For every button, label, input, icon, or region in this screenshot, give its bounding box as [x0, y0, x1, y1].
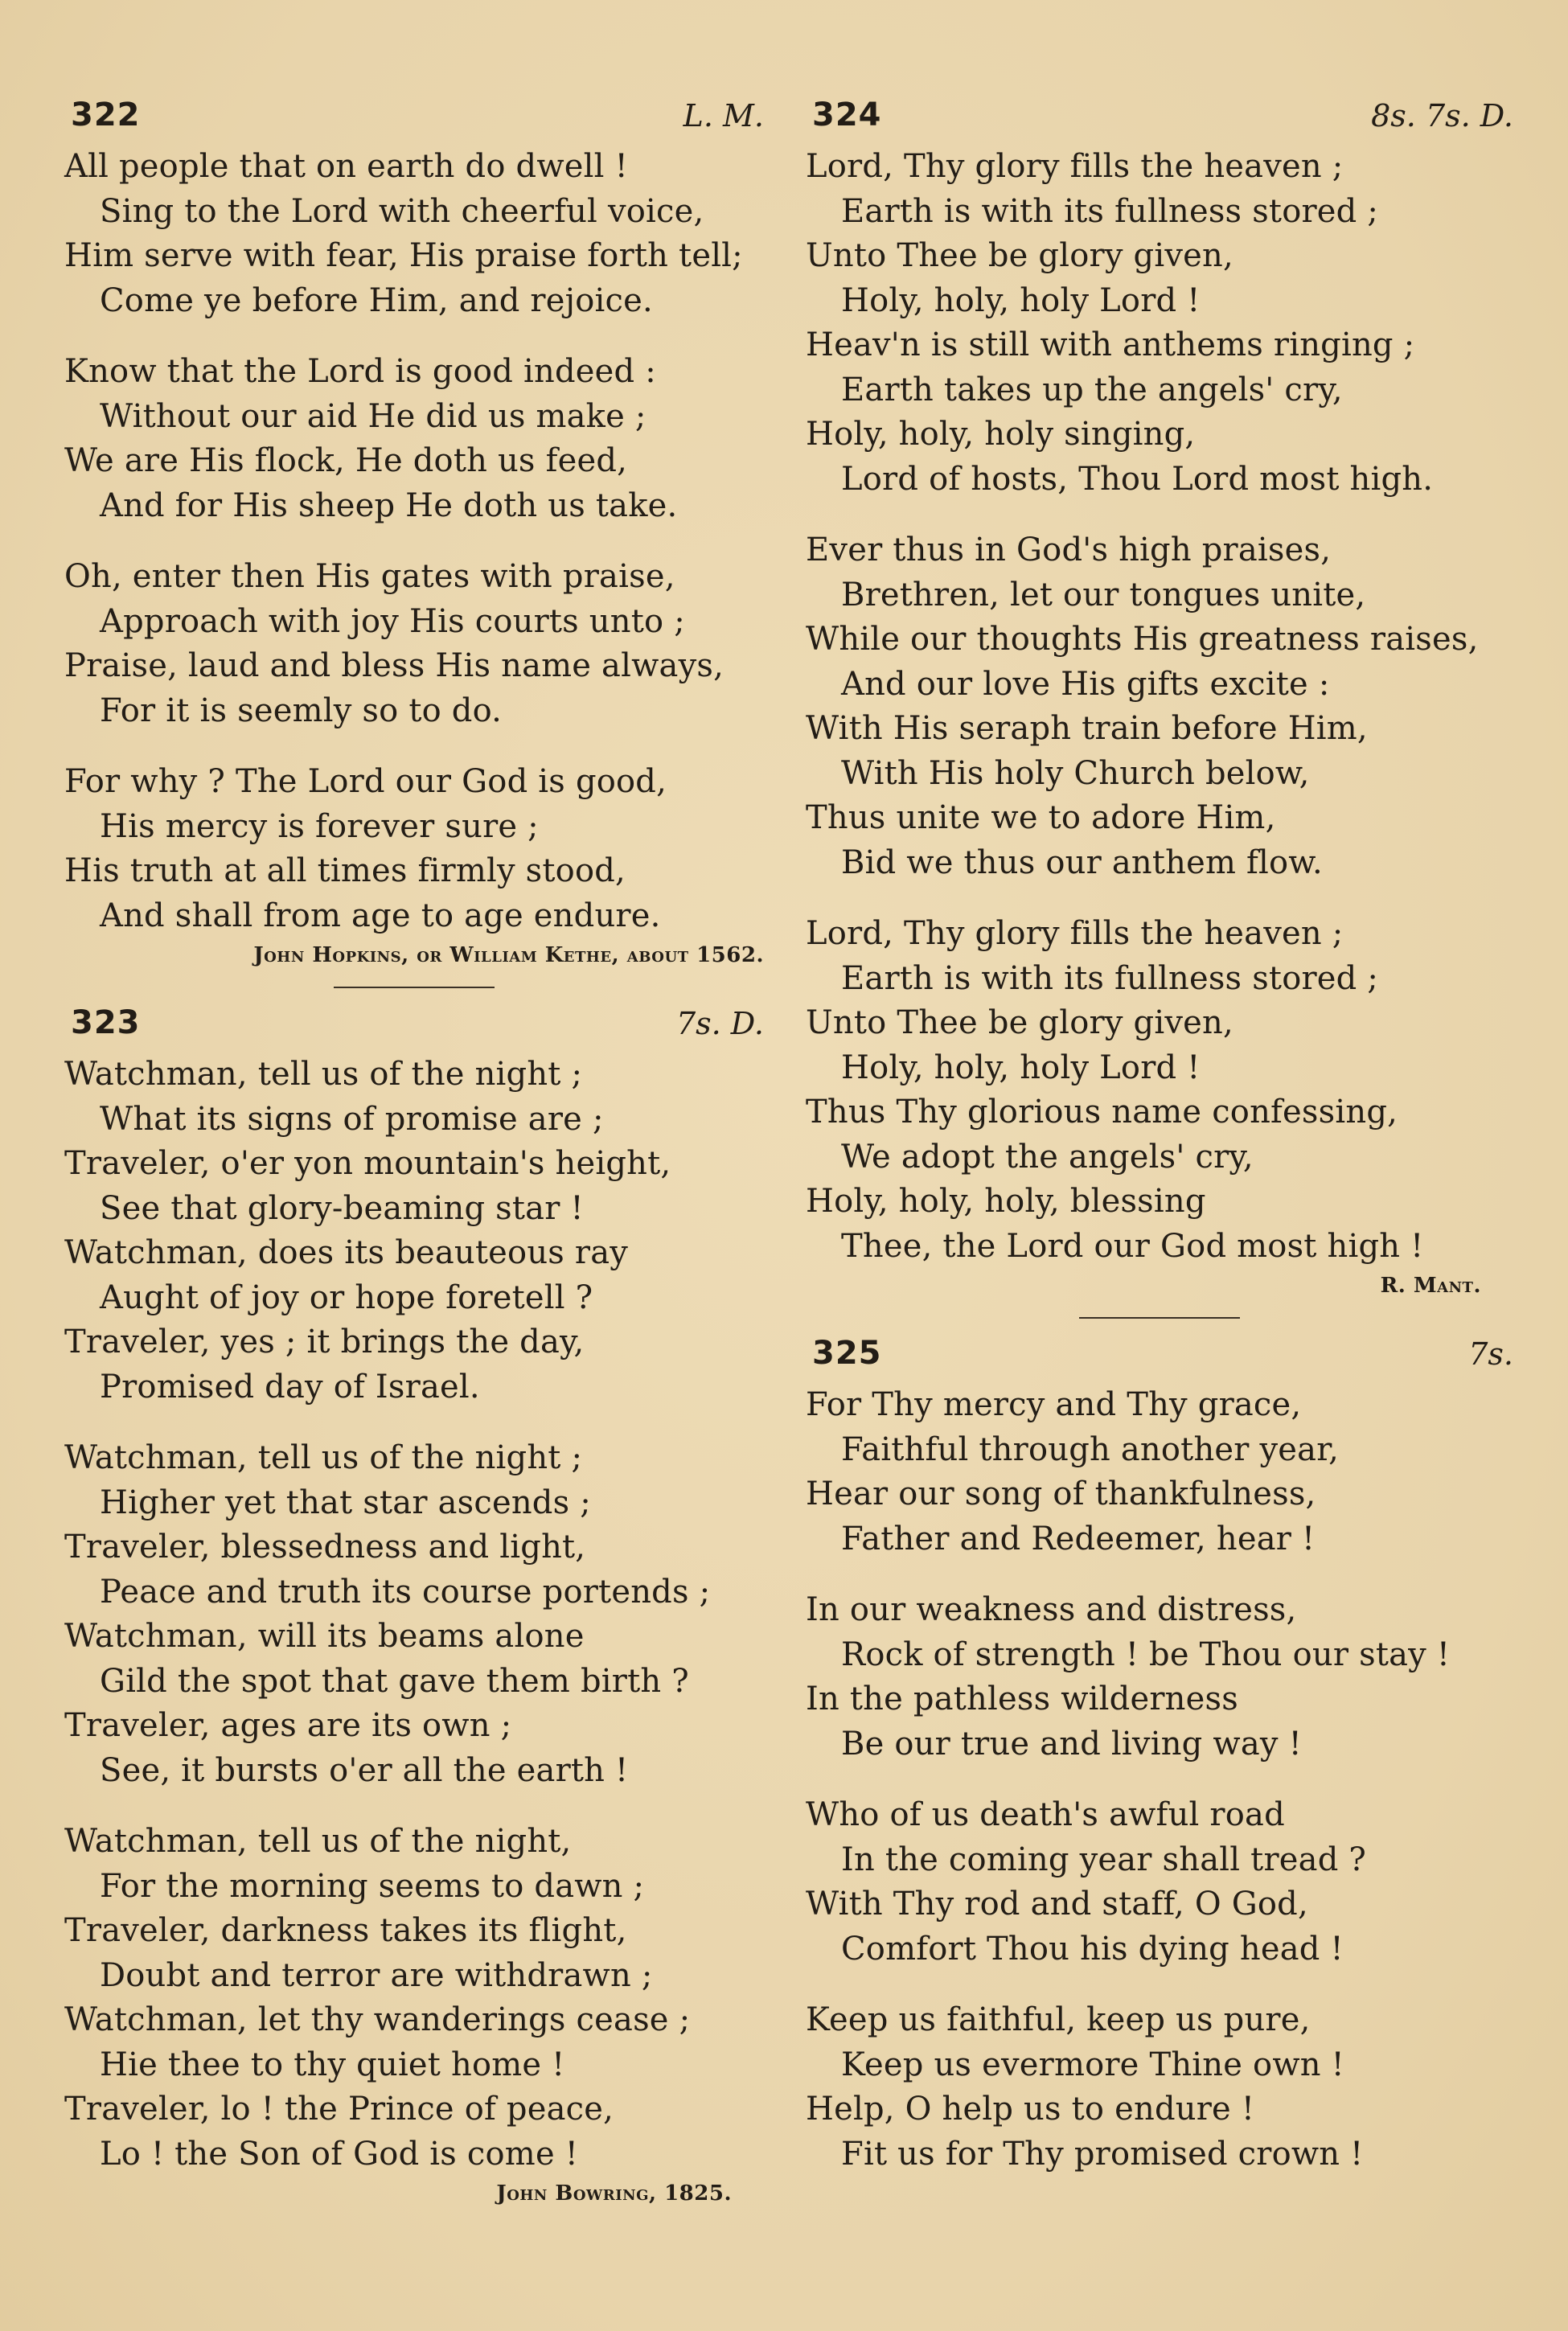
verse-line: See that glory-beaming star ! — [100, 1189, 584, 1227]
verse-line: And shall from age to age endure. — [100, 897, 661, 934]
verse-line: What its signs of promise are ; — [100, 1100, 604, 1138]
verse-line: Promised day of Israel. — [100, 1368, 480, 1406]
verse-line: With His seraph train before Him, — [806, 710, 1368, 747]
stanza — [64, 350, 764, 528]
right-column — [806, 96, 1513, 2177]
verse-line: In the coming year shall tread ? — [841, 1841, 1367, 1878]
verse-line: Brethren, let our tongues unite, — [841, 576, 1366, 614]
verse-line: Holy, holy, holy, blessing — [806, 1183, 1206, 1220]
verse-line: Hie thee to thy quiet home ! — [100, 2046, 565, 2083]
verse-line: Watchman, let thy wanderings cease ; — [64, 2001, 691, 2038]
hymn-attribution: John Hopkins, or William Kethe, about 1562. — [253, 943, 764, 967]
verse-line: Holy, holy, holy singing, — [806, 416, 1196, 453]
verse-line: Sing to the Lord with cheerful voice, — [100, 192, 704, 230]
verse-line: Be our true and living way ! — [841, 1725, 1302, 1763]
stanza — [806, 1998, 1513, 2177]
stanza — [806, 1588, 1513, 1767]
verse-line: Higher yet that star ascends ; — [100, 1484, 591, 1521]
verse-line: Watchman, does its beauteous ray — [64, 1234, 629, 1271]
verse-line: Help, O help us to endure ! — [806, 2091, 1255, 2128]
hymn-attribution: R. Mant. — [1380, 1274, 1481, 1298]
verse-line: Who of us death's awful road — [806, 1796, 1285, 1833]
verse-line: His mercy is forever sure ; — [100, 807, 539, 845]
hymn-header — [64, 1004, 764, 1053]
verse-line: Father and Redeemer, hear ! — [841, 1520, 1316, 1557]
stanza — [806, 1383, 1513, 1562]
hymn-number: 325 — [812, 1335, 882, 1372]
verse-line: Gild the spot that gave them birth ? — [100, 1662, 689, 1700]
hymn-number: 324 — [812, 96, 882, 133]
verse-line: All people that on earth do dwell ! — [64, 148, 628, 185]
verse-line: Aught of joy or hope foretell ? — [100, 1278, 593, 1316]
verse-line: Traveler, o'er yon mountain's height, — [64, 1145, 671, 1182]
hymn-323 — [64, 1004, 764, 2206]
hymn-divider — [334, 987, 495, 988]
verse-line: Traveler, yes ; it brings the day, — [64, 1323, 585, 1360]
verse-line: Earth takes up the angels' cry, — [841, 371, 1343, 408]
verse-line: See, it bursts o'er all the earth ! — [100, 1751, 629, 1789]
verse-line: Approach with joy His courts unto ; — [100, 602, 685, 640]
verse-line: His truth at all times firmly stood, — [64, 852, 626, 889]
verse-line: Rock of strength ! be Thou our stay ! — [841, 1635, 1451, 1673]
verse-line: And our love His gifts excite : — [841, 665, 1330, 703]
hymn-324 — [806, 96, 1513, 1298]
verse-line: Watchman, tell us of the night ; — [64, 1056, 583, 1093]
verse-line: Traveler, lo ! the Prince of peace, — [64, 2091, 614, 2128]
verse-line: Doubt and terror are withdrawn ; — [100, 1956, 653, 1994]
verse-line: We adopt the angels' cry, — [841, 1138, 1254, 1176]
verse-line: Holy, holy, holy Lord ! — [841, 1049, 1201, 1086]
hymn-325 — [806, 1335, 1513, 2177]
verse-line: Keep us faithful, keep us pure, — [806, 2001, 1311, 2038]
verse-line: Earth is with its fullness stored ; — [841, 192, 1379, 230]
stanza — [806, 145, 1513, 502]
hymn-header — [806, 1335, 1513, 1383]
left-column — [64, 96, 764, 2206]
verse-line: Watchman, tell us of the night, — [64, 1823, 572, 1860]
verse-line: For why ? The Lord our God is good, — [64, 763, 667, 800]
verse-line: Keep us evermore Thine own ! — [841, 2046, 1344, 2083]
verse-line: Him serve with fear, His praise forth tell; — [64, 237, 743, 274]
verse-line: Without our aid He did us make ; — [100, 397, 646, 435]
verse-line: For it is seemly so to do. — [100, 692, 503, 729]
stanza — [806, 912, 1513, 1269]
hymn-divider — [1079, 1317, 1240, 1319]
verse-line: Traveler, ages are its own ; — [64, 1707, 512, 1744]
stanza — [806, 528, 1513, 885]
verse-line: Peace and truth its course portends ; — [100, 1573, 711, 1611]
verse-line: Unto Thee be glory given, — [806, 1004, 1233, 1041]
verse-line: Know that the Lord is good indeed : — [64, 353, 656, 390]
verse-line: Traveler, blessedness and light, — [64, 1529, 586, 1566]
verse-line: With His holy Church below, — [841, 754, 1310, 792]
verse-line: Thee, the Lord our God most high ! — [841, 1227, 1424, 1265]
verse-line: Lord of hosts, Thou Lord most high. — [841, 460, 1434, 498]
hymn-meter: 8s. 7s. D. — [1371, 98, 1513, 133]
verse-line: Traveler, darkness takes its flight, — [64, 1912, 627, 1949]
verse-line: Lord, Thy glory fills the heaven ; — [806, 915, 1344, 952]
verse-line: Bid we thus our anthem flow. — [841, 843, 1323, 881]
verse-line: We are His flock, He doth us feed, — [64, 442, 628, 479]
verse-line: In the pathless wilderness — [806, 1681, 1238, 1717]
verse-line: Watchman, will its beams alone — [64, 1618, 585, 1655]
verse-line: Oh, enter then His gates with praise, — [64, 558, 675, 595]
stanza — [64, 1820, 764, 2177]
verse-line: Faithful through another year, — [841, 1430, 1340, 1468]
verse-line: Lord, Thy glory fills the heaven ; — [806, 148, 1344, 185]
verse-line: Thus unite we to adore Him, — [806, 799, 1276, 836]
verse-line: Heav'n is still with anthems ringing ; — [806, 326, 1415, 363]
verse-line: Comfort Thou his dying head ! — [841, 1930, 1344, 1968]
verse-line: In our weakness and distress, — [806, 1591, 1297, 1628]
verse-line: Thus Thy glorious name confessing, — [806, 1094, 1398, 1131]
verse-line: For Thy mercy and Thy grace, — [806, 1386, 1302, 1423]
verse-line: Watchman, tell us of the night ; — [64, 1439, 583, 1476]
verse-line: For the morning seems to dawn ; — [100, 1867, 645, 1905]
verse-line: Ever thus in God's high praises, — [806, 531, 1332, 568]
verse-line: While our thoughts His greatness raises, — [806, 621, 1479, 658]
verse-line: With Thy rod and staff, O God, — [806, 1886, 1308, 1923]
verse-line: Praise, laud and bless His name always, — [64, 647, 724, 684]
verse-line: Come ye before Him, and rejoice. — [100, 281, 653, 319]
hymn-attribution: John Bowring, 1825. — [496, 2181, 732, 2206]
stanza — [806, 1793, 1513, 1972]
stanza — [64, 145, 764, 323]
hymn-number: 322 — [71, 96, 141, 133]
verse-line: Fit us for Thy promised crown ! — [841, 2135, 1364, 2173]
stanza — [64, 555, 764, 733]
verse-line: Unto Thee be glory given, — [806, 237, 1233, 274]
hymn-header — [64, 96, 764, 145]
stanza — [64, 1436, 764, 1793]
hymn-meter: 7s. D. — [675, 1006, 764, 1041]
hymn-meter: L. M. — [683, 98, 764, 133]
verse-line: And for His sheep He doth us take. — [100, 486, 678, 524]
hymn-meter: 7s. — [1468, 1336, 1513, 1372]
hymn-322 — [64, 96, 764, 967]
stanza — [64, 760, 764, 938]
verse-line: Lo ! the Son of God is come ! — [100, 2135, 578, 2173]
verse-line: Hear our song of thankfulness, — [806, 1475, 1316, 1512]
hymn-header — [806, 96, 1513, 145]
stanza — [64, 1053, 764, 1410]
hymn-number: 323 — [71, 1004, 141, 1041]
verse-line: Holy, holy, holy Lord ! — [841, 281, 1201, 319]
verse-line: Earth is with its fullness stored ; — [841, 959, 1379, 997]
